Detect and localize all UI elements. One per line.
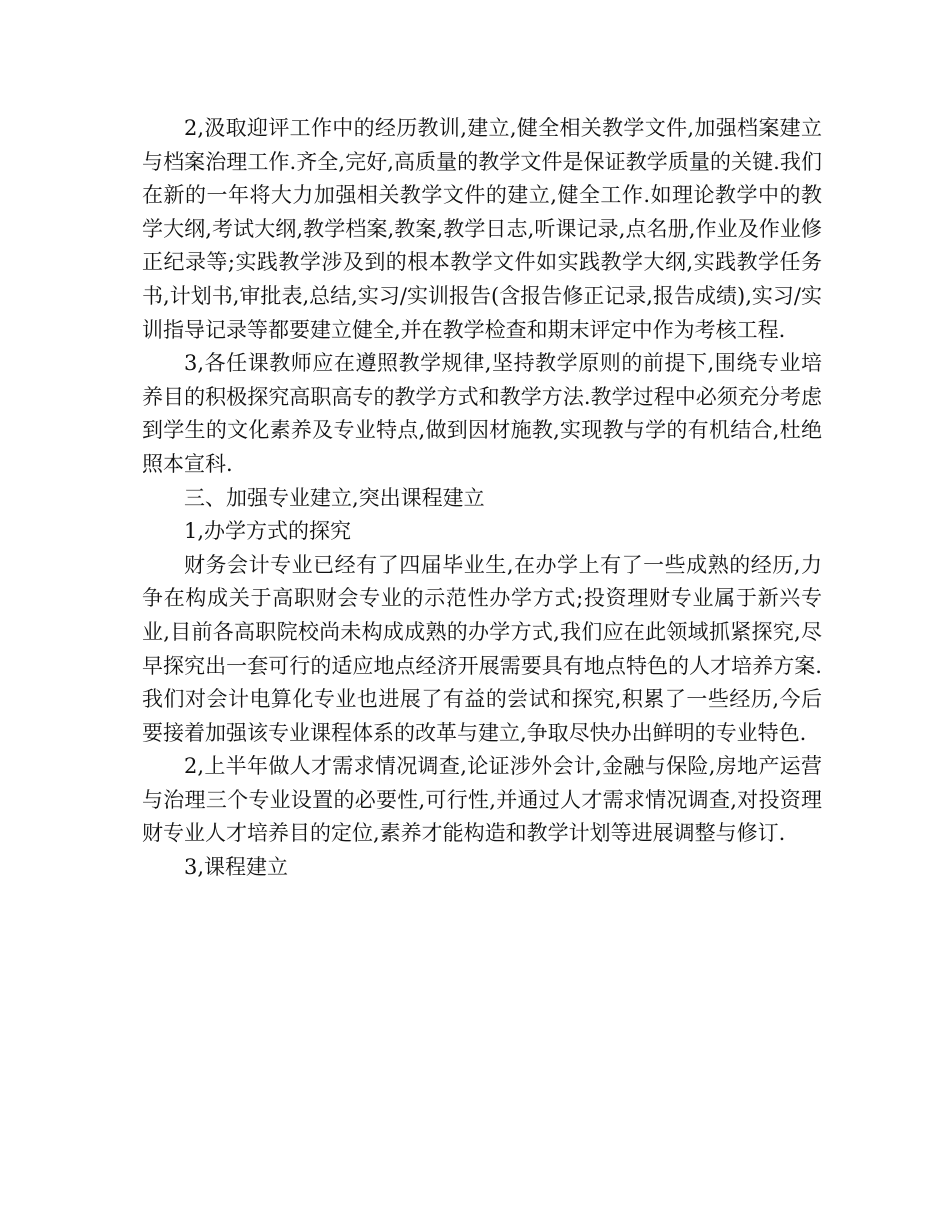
document-body	[142, 112, 822, 885]
subheading-course-construction: 3,课程建立	[184, 855, 289, 880]
paragraph-talent-survey: 2,上半年做人才需求情况调查,论证涉外会计,金融与保险,房地产运营与治理三个专业设置的必要性,可行性,并通过人才需求情况调查,对投资理财专业人才培养目的定位,素养才能构造和教学计划等进展调整与修订.	[142, 754, 822, 846]
paragraph-school-mode: 财务会计专业已经有了四届毕业生,在办学上有了一些成熟的经历,力争在构成关于高职财会专业的示范性办学方式;投资理财专业属于新兴专业,目前各高职院校尚未构成成熟的办学方式,我们应在此领域抓紧探究,尽早探究出一套可行的适应地点经济开展需要具有地点特色的人才培养方案.我们对会计电算化专业也进展了有益的尝试和探究,积累了一些经历,今后要接着加强该专业课程体系的改革与建立,争取尽快办出鲜明的专业特色.	[142, 552, 822, 745]
paragraph-teaching-documents: 2,汲取迎评工作中的经历教训,建立,健全相关教学文件,加强档案建立与档案治理工作.齐全,完好,高质量的教学文件是保证教学质量的关键.我们在新的一年将大力加强相关教学文件的建立,健全工作.如理论教学中的教学大纲,考试大纲,教学档案,教案,教学日志,听课记录,点名册,作业及作业修正纪录等;实践教学涉及到的根本教学文件如实践教学大纲,实践教学任务书,计划书,审批表,总结,实习/实训报告(含报告修正记录,报告成绩),实习/实训指导记录等都要建立健全,并在教学检查和期末评定中作为考核工程.	[142, 116, 822, 342]
paragraph-teaching-methods: 3,各任课教师应在遵照教学规律,坚持教学原则的前提下,围绕专业培养目的积极探究高职高专的教学方式和教学方法.教学过程中必须充分考虑到学生的文化素养及专业特点,做到因材施教,实现教与学的有机结合,杜绝照本宣科.	[142, 351, 822, 476]
subheading-school-mode: 1,办学方式的探究	[184, 519, 352, 544]
section-heading-major-construction: 三、加强专业建立,突出课程建立	[184, 485, 485, 510]
